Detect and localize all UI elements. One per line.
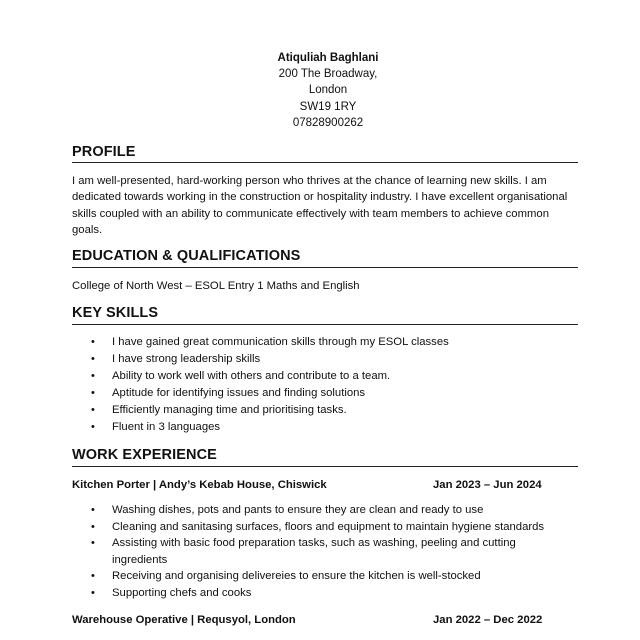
job-dates: Jan 2022 – Dec 2022 bbox=[433, 614, 543, 626]
bullet-icon: • bbox=[91, 570, 95, 582]
list-item bbox=[72, 368, 578, 385]
education-heading: EDUCATION & QUALIFICATIONS bbox=[72, 248, 301, 264]
section-divider bbox=[72, 267, 578, 268]
job-header bbox=[72, 612, 578, 628]
bullet-icon: • bbox=[91, 537, 95, 549]
bullet-icon: • bbox=[91, 387, 95, 399]
list-item bbox=[72, 568, 578, 585]
skill-text: Aptitude for identifying issues and finding solutions bbox=[112, 387, 366, 399]
key-skills-heading: KEY SKILLS bbox=[72, 305, 159, 321]
list-item bbox=[72, 351, 578, 368]
list-item bbox=[72, 419, 578, 436]
bullet-icon: • bbox=[91, 370, 95, 382]
bullet-icon: • bbox=[91, 353, 95, 365]
list-item bbox=[72, 535, 578, 568]
job-header bbox=[72, 477, 578, 493]
list-item bbox=[72, 519, 578, 536]
postcode: SW19 1RY bbox=[299, 100, 357, 113]
bullet-icon: • bbox=[91, 504, 95, 516]
education-entry: College of North West – ESOL Entry 1 Maths and English bbox=[72, 280, 360, 292]
duty-text: Assisting with basic food preparation tasks, such as washing, peeling and cutting ingredients bbox=[112, 537, 516, 566]
candidate-name: Atiquliah Baghlani bbox=[277, 52, 379, 64]
skill-text: I have gained great communication skills through my ESOL classes bbox=[112, 336, 449, 348]
job-dates: Jan 2023 – Jun 2024 bbox=[433, 479, 542, 491]
duty-text: Supporting chefs and cooks bbox=[112, 586, 252, 599]
bullet-icon: • bbox=[91, 336, 95, 348]
list-item bbox=[72, 502, 578, 519]
duty-text: Cleaning and sanitasing surfaces, floors and equipment to maintain hygiene standards bbox=[112, 520, 545, 533]
key-skills-list bbox=[72, 334, 578, 436]
work-experience-heading: WORK EXPERIENCE bbox=[72, 447, 217, 463]
section-divider bbox=[72, 324, 578, 325]
section-divider bbox=[72, 162, 578, 163]
address-line-2: London bbox=[308, 84, 348, 97]
list-item bbox=[72, 402, 578, 419]
skill-text: Ability to work well with others and contribute to a team. bbox=[112, 370, 391, 382]
skill-text: Fluent in 3 languages bbox=[112, 421, 221, 433]
profile-heading: PROFILE bbox=[72, 144, 136, 160]
job-title: Warehouse Operative | Requsyol, London bbox=[72, 614, 296, 626]
bullet-icon: • bbox=[91, 404, 95, 416]
skill-text: I have strong leadership skills bbox=[112, 353, 261, 365]
duty-text: Receiving and organising delivereies to ensure the kitchen is well-stocked bbox=[112, 570, 481, 582]
bullet-icon: • bbox=[91, 520, 95, 533]
bullet-icon: • bbox=[91, 421, 95, 433]
list-item bbox=[72, 334, 578, 351]
contact-header bbox=[38, 50, 618, 131]
profile-text: I am well-presented, hard-working person who thrives at the chance of learning new skills. I am dedicated towards working in the construction or hospitality industry. I have excellent organisational skills coupled with an ability to communicate effectively with team members to achieve common goals. bbox=[72, 175, 568, 236]
job-title: Kitchen Porter | Andy’s Kebab House, Chiswick bbox=[72, 479, 327, 491]
list-item bbox=[72, 385, 578, 402]
phone-number: 07828900262 bbox=[292, 116, 364, 129]
job-duties-list bbox=[72, 502, 578, 601]
section-divider bbox=[72, 466, 578, 467]
skill-text: Efficiently managing time and prioritising tasks. bbox=[112, 404, 347, 416]
address-line-1: 200 The Broadway, bbox=[278, 68, 378, 81]
bullet-icon: • bbox=[91, 586, 95, 599]
duty-text: Washing dishes, pots and pants to ensure they are clean and ready to use bbox=[112, 504, 484, 516]
list-item bbox=[72, 585, 578, 602]
